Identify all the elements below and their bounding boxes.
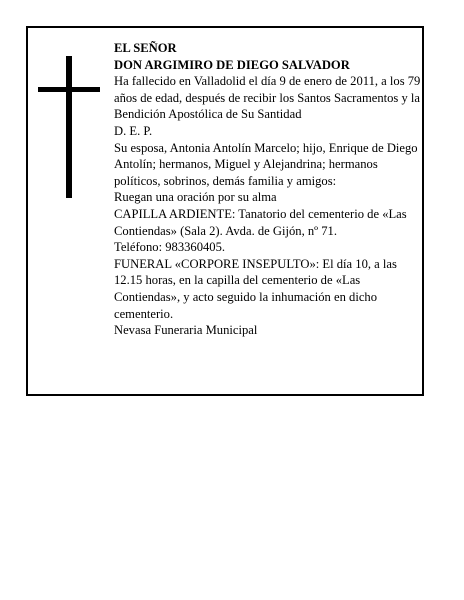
obituary-notice: [26, 26, 424, 396]
cross-horizontal-bar: [38, 87, 100, 92]
notice-title: EL SEÑOR: [114, 41, 177, 55]
phone-number: Teléfono: 983360405.: [114, 240, 226, 255]
prayer-request: Ruegan una oración por su alma: [114, 190, 277, 205]
family-paragraph: Su esposa, Antonia Antolín Marcelo; hijo, Enrique de Diego Antolín; hermanos, Miguel y Alejandrina; hermanos políticos, sobrinos, demás familia y amigos:: [114, 140, 418, 188]
dep-line: D. E. P.: [114, 123, 153, 138]
death-announcement: Ha fallecido en Valladolid el día 9 de enero de 2011, a los 79 años de edad, después de recibir los Santos Sacramentos y la Bendición Apostólica de Su Santidad: [114, 74, 421, 122]
notice-text: [114, 40, 426, 339]
deceased-name: DON ARGIMIRO DE DIEGO SALVADOR: [114, 57, 350, 72]
funeral-info: FUNERAL «CORPORE INSEPULTO»: El día 10, a las 12.15 horas, en la capilla del cementerio de «Las Contiendas», y acto seguido la inhumación en dicho cementerio.: [114, 256, 397, 321]
cross-icon: [38, 56, 100, 198]
funeral-home: Nevasa Funeraria Municipal: [114, 323, 258, 338]
cross-vertical-bar: [66, 56, 72, 198]
chapel-info: CAPILLA ARDIENTE: Tanatorio del cementerio de «Las Contiendas» (Sala 2). Avda. de Gijón, nº 71.: [114, 206, 407, 238]
